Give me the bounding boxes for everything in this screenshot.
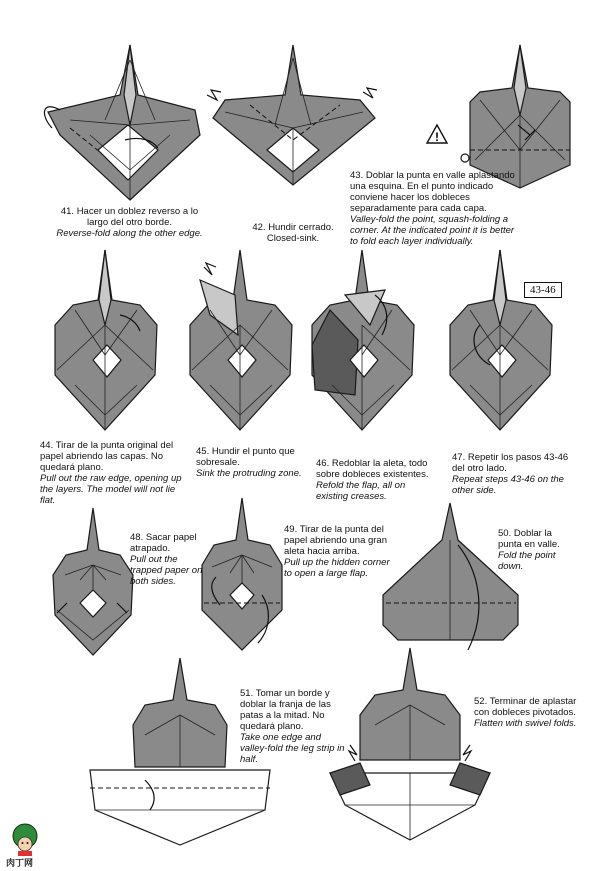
step-47-caption bbox=[452, 452, 582, 496]
step-50-figure bbox=[378, 500, 523, 650]
step-41-text-es: 41. Hacer un doblez reverso a lo largo del otro borde. bbox=[60, 206, 199, 228]
repeat-steps-box: 43-46 bbox=[524, 282, 562, 298]
step-46-text-en: Refold the flap, all on existing creases. bbox=[316, 480, 406, 502]
step-43-text-en: Valley-fold the point, squash-folding a corner. At the indicated point it is better to fold each layer individually. bbox=[350, 214, 515, 247]
step-47-text-es: 47. Repetir los pasos 43-46 del otro lado. bbox=[452, 452, 569, 474]
step-42-caption bbox=[238, 222, 348, 244]
step-50-text-en: Fold the point down. bbox=[498, 550, 556, 572]
step-52-caption bbox=[474, 696, 584, 729]
step-44-text-es: 44. Tirar de la punta original del papel abriendo las capas. No quedará plano. bbox=[40, 440, 174, 473]
step-42-figure bbox=[195, 40, 385, 190]
step-51-text-en: Take one edge and valley-fold the leg strip in half. bbox=[240, 732, 345, 765]
step-45-caption bbox=[196, 446, 311, 479]
step-46-caption bbox=[316, 458, 436, 502]
step-51-text-es: 51. Tomar un borde y doblar la franja de las patas a la mitad. No quedará plano. bbox=[240, 688, 331, 732]
step-42-text-es: 42. Hundir cerrado. bbox=[252, 222, 334, 233]
step-44-figure bbox=[45, 245, 170, 435]
step-43-caption bbox=[350, 170, 520, 247]
step-48-text-es: 48. Sacar papel atrapado. bbox=[130, 532, 197, 554]
step-49-figure bbox=[190, 495, 290, 655]
step-49-text-en: Pull up the hidden corner to open a large flap. bbox=[284, 557, 390, 579]
step-45-text-es: 45. Hundir el punto que sobresale. bbox=[196, 446, 295, 468]
svg-text:!: ! bbox=[435, 130, 439, 144]
step-46-text-es: 46. Redoblar la aleta, todo sobre dobleces existentes. bbox=[316, 458, 429, 480]
burst-arrow-icon bbox=[349, 745, 357, 761]
step-47-text-en: Repeat steps 43-46 on the other side. bbox=[452, 474, 564, 496]
step-46-figure bbox=[300, 245, 425, 435]
burst-arrow-icon bbox=[204, 263, 216, 275]
step-45-text-en: Sink the protruding zone. bbox=[196, 468, 302, 479]
step-52-text-en: Flatten with swivel folds. bbox=[474, 718, 577, 729]
step-43-figure bbox=[420, 40, 595, 190]
step-42-text-en: Closed-sink. bbox=[266, 233, 320, 244]
step-41-figure bbox=[30, 40, 210, 205]
site-logo-text: 肉丁网 bbox=[6, 858, 34, 868]
warning-triangle-icon bbox=[426, 124, 448, 144]
step-44-caption bbox=[40, 440, 185, 506]
step-48-text-en: Pull out the trapped paper on both sides. bbox=[130, 554, 203, 587]
step-45-figure bbox=[180, 245, 305, 435]
step-49-text-es: 49. Tirar de la punta del papel abriendo una gran aleta hacia arriba. bbox=[284, 524, 388, 557]
step-48-figure bbox=[45, 505, 140, 660]
step-41-caption bbox=[52, 206, 207, 239]
step-41-text-en: Reverse-fold along the other edge. bbox=[56, 228, 203, 239]
step-50-text-es: 50. Doblar la punta en valle. bbox=[498, 528, 560, 550]
step-44-text-en: Pull out the raw edge, opening up the layers. The model will not lie flat. bbox=[40, 473, 182, 506]
step-52-text-es: 52. Terminar de aplastar con dobleces pivotados. bbox=[474, 696, 577, 718]
step-43-text-es: 43. Doblar la punta en valle aplastando una esquina. En el punto indicado conviene hacer los dobleces separadamente para cada capa. bbox=[350, 170, 515, 214]
step-47-figure bbox=[440, 245, 565, 435]
step-50-caption bbox=[498, 528, 573, 572]
step-52-figure bbox=[325, 645, 505, 845]
burst-arrow-icon bbox=[207, 90, 221, 100]
